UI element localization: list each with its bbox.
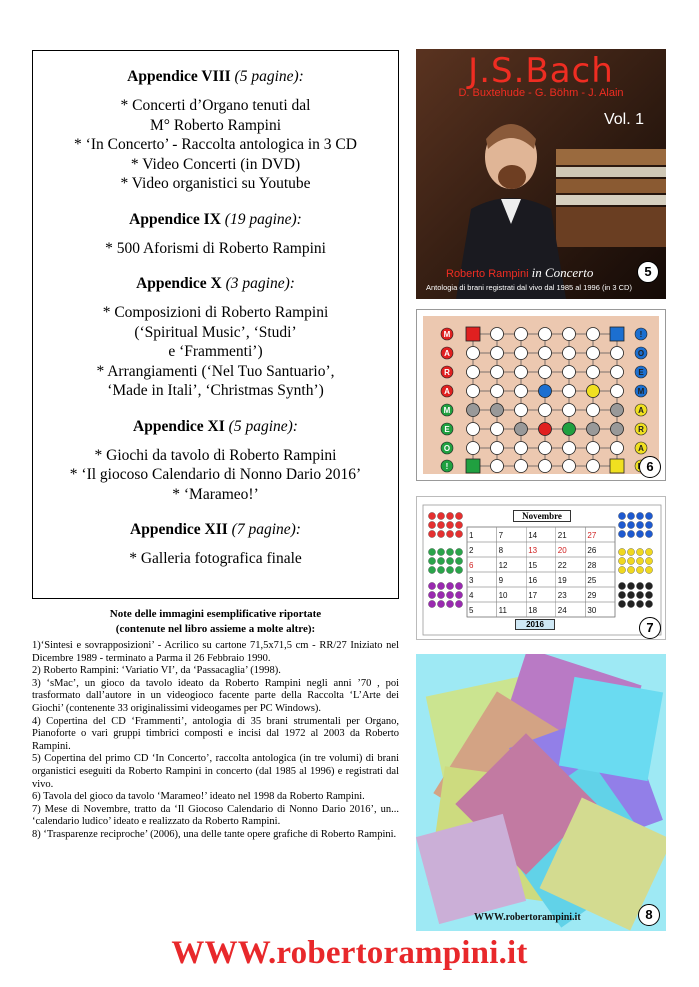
calendar-day: 10 [498,591,508,600]
board-letter: A [638,444,644,453]
appendix-pages: (19 pagine): [224,210,302,228]
appendix-pages: (7 pagine): [231,521,301,538]
board-circle [539,328,552,341]
appendix-line: * ‘In Concerto’ - Raccolta antologica in 3 CD [74,136,357,153]
board-letter: R [444,368,450,377]
calendar-token [627,530,634,537]
calendar-token [636,591,643,598]
board-circle [491,328,504,341]
calendar-token [428,582,435,589]
board-game-figure [416,309,666,481]
board-circle [515,347,528,360]
appendix-title: Appendice IX [129,210,221,228]
board-circle [491,460,504,473]
appendix-xi [33,417,398,505]
board-circle [587,460,600,473]
board-circle [563,347,576,360]
calendar-day: 17 [528,591,538,600]
board-circle [515,423,528,436]
note-item: 1)‘Sintesi e sovrapposizioni’ - Acrilico su cartone 71,5x71,5 cm - RR/27 Iniziato nel Dicembre 1989 - terminato a Parma il 26 Febbraio 1990. [32,640,399,664]
cd-series: in Concerto [531,265,594,280]
calendar-day: 22 [557,561,567,570]
calendar-token [428,591,435,598]
board-circle [563,442,576,455]
calendar-token [437,530,444,537]
calendar-token [437,582,444,589]
board-letter: M [443,330,451,339]
calendar-token [455,600,462,607]
board-circle [491,404,504,417]
calendar-token [636,530,643,537]
calendar-token [645,512,652,519]
board-circle [491,442,504,455]
calendar-token [627,557,634,564]
appendix-pages: (5 pagine): [228,417,298,435]
note-item: 3) ‘sMac’, un gioco da tavolo ideato da Roberto Rampini negli anni ’70 , poi trasformato dall’autore in un videogioco facente parte della Raccolta ‘L’Arte dei Giochi’ (contenente 33 originalissimi videogames per PC Windows). [32,677,399,714]
calendar-day: 5 [469,606,474,615]
figure-number-badge: 5 [637,261,659,283]
notes-list [32,640,399,842]
note-item: 6) Tavola del gioco da tavolo ‘Marameo!’ ideato nel 1998 da Roberto Rampini. [32,791,365,803]
calendar-day: 27 [587,531,597,540]
board-circle [467,404,480,417]
calendar-token [645,566,652,573]
calendar-token [428,566,435,573]
calendar-token [636,548,643,555]
calendar-day: 25 [587,576,597,585]
calendar-day: 9 [498,576,504,585]
board-circle [563,460,576,473]
note-item: 5) Copertina del primo CD ‘In Concerto’, raccolta antologica (in tre volumi) di brani organistici eseguiti da Roberto Rampini in concerto (dal 1985 al 1996) e registrati dal vivo. [32,753,399,790]
board-circle [515,366,528,379]
board-circle [491,385,504,398]
appendix-lines [33,549,398,569]
calendar-token [645,530,652,537]
board-circle [515,404,528,417]
board-circle [563,328,576,341]
appendix-title: Appendice X [136,275,222,292]
board-letter: A [444,349,450,358]
appendix-pages: (5 pagine): [234,68,304,85]
calendar-day: 21 [557,531,567,540]
board-circle [563,366,576,379]
game-board [423,316,659,474]
calendar-token [428,548,435,555]
calendar-token [446,582,453,589]
calendar-day: 26 [587,546,597,555]
notes-title-line: (contenute nel libro assieme a molte altre): [115,623,316,635]
calendar-token [645,557,652,564]
board-letter: O [637,349,645,358]
calendar-day: 19 [557,576,567,585]
appendix-line: e ‘Frammenti’) [168,343,263,360]
calendar-year: 2016 [515,619,555,630]
board-circle [467,442,480,455]
calendar-token [428,530,435,537]
board-circle [611,442,624,455]
calendar-token [636,600,643,607]
board-circle [563,423,576,436]
calendar-day: 29 [587,591,597,600]
calendar-token [618,591,625,598]
appendix-box [32,50,399,599]
cd-title: J.S.Bach [468,51,614,91]
calendar-token [636,566,643,573]
calendar-token [618,521,625,528]
appendix-line: (‘Spiritual Music’, ‘Studi’ [134,323,297,341]
board-letter: M [637,387,645,396]
cd-volume: Vol. 1 [603,111,644,128]
calendar-token [446,548,453,555]
calendar-token [645,521,652,528]
calendar-token [437,600,444,607]
calendar-token [618,512,625,519]
notes-title [32,607,399,637]
calendar-token [618,566,625,573]
calendar-token [455,566,462,573]
calendar-token [455,530,462,537]
calendar-token [645,582,652,589]
board-circle [467,423,480,436]
board-square [610,327,624,341]
board-square [466,327,480,341]
board-circle [467,347,480,360]
appendix-line: * Giochi da tavolo di Roberto Rampini [94,446,337,464]
calendar-day: 7 [498,531,504,540]
board-letter: O [443,444,451,453]
calendar-day: 11 [498,606,507,615]
board-circle [563,385,576,398]
calendar-token [645,600,652,607]
board-circle [611,347,624,360]
appendix-ix [33,210,398,259]
cd-subtitle: D. Buxtehude - G. Böhm - J. Alain [458,87,624,99]
appendix-pages: (3 pagine): [225,275,295,292]
calendar-token [428,600,435,607]
calendar-token [455,512,462,519]
board-square [610,459,624,473]
board-circle [539,404,552,417]
calendar-day: 14 [528,531,538,540]
calendar-token [437,548,444,555]
calendar-token [428,512,435,519]
calendar-token [618,530,625,537]
board-circle [539,442,552,455]
cd-artist-line [446,265,593,281]
calendar-token [455,548,462,555]
appendix-lines [33,96,398,194]
calendar-figure [416,496,666,640]
calendar-token [428,557,435,564]
board-circle [515,442,528,455]
appendix-heading [33,520,398,540]
board-circle [587,366,600,379]
calendar-token [446,557,453,564]
calendar-token [446,591,453,598]
calendar-token [627,512,634,519]
calendar-token [627,582,634,589]
board-circle [539,385,552,398]
appendix-line: * ‘Marameo!’ [172,485,259,503]
board-circle [611,366,624,379]
board-letter: A [444,387,450,396]
calendar-token [618,582,625,589]
board-letter: ! [639,330,643,339]
appendix-line: * 500 Aforismi di Roberto Rampini [105,239,326,257]
board-circle [515,328,528,341]
calendar-token [627,566,634,573]
calendar-token [627,600,634,607]
website-url[interactable]: WWW.robertorampini.it [171,935,528,971]
board-circle [467,366,480,379]
appendix-line: * Arrangiamenti (‘Nel Tuo Santuario’, [96,362,335,380]
calendar-token [636,521,643,528]
calendar-day: 30 [587,606,597,615]
calendar-token [437,512,444,519]
appendix-line: * Galleria fotografica finale [129,550,302,567]
calendar-token [437,521,444,528]
calendar-day: 3 [469,576,474,585]
calendar-token [636,512,643,519]
note-item: 2) Roberto Rampini: ‘Variatio VI’, da ‘Passacaglia’ (1998). [32,665,281,677]
board-circle [539,347,552,360]
calendar-day: 24 [557,606,567,615]
appendix-line: * Video organistici su Youtube [120,175,311,192]
note-item: 7) Mese di Novembre, tratto da ‘Il Giocoso Calendario di Nonno Dario 2016’, un... ‘calendario ludico’ ideato e realizzato da Roberto Rampini. [32,803,399,828]
calendar-token [627,521,634,528]
board-letter: ! [445,462,449,471]
calendar-token [455,582,462,589]
calendar-token [428,521,435,528]
board-letter: A [638,406,644,415]
note-item: 8) ‘Trasparenze reciproche’ (2006), una delle tante opere grafiche di Roberto Rampini. [32,828,397,840]
board-circle [491,366,504,379]
calendar-token [446,566,453,573]
board-circle [515,460,528,473]
board-circle [539,460,552,473]
calendar-token [437,557,444,564]
board-circle [491,423,504,436]
appendix-line: * Concerti d’Organo tenuti dal [120,97,311,114]
appendix-line: ‘Made in Itali’, ‘Christmas Synth’) [107,382,324,399]
appendix-heading [33,67,398,87]
calendar-day: 4 [469,591,474,600]
calendar-day: 16 [528,576,538,585]
calendar-token [455,521,462,528]
calendar-token [455,557,462,564]
appendix-heading [33,210,398,230]
calendar-day: 8 [498,546,504,555]
appendix-line: M° Roberto Rampini [149,116,282,134]
board-circle [563,404,576,417]
artwork-url: WWW.robertorampini.it [474,912,581,923]
transparencies-figure [416,654,666,931]
board-circle [587,442,600,455]
calendar-day: 6 [469,561,474,570]
transparencies-artwork [416,654,666,931]
calendar-token [636,557,643,564]
calendar-token [446,600,453,607]
calendar-token [618,548,625,555]
calendar-token [446,521,453,528]
figure-number-badge: 7 [639,617,661,639]
cd-cover-figure [416,49,666,299]
appendix-line: * Composizioni di Roberto Rampini [102,304,329,321]
calendar-day: 1 [469,531,474,540]
board-circle [611,404,624,417]
note-item: 4) Copertina del CD ‘Frammenti’, antologia di 35 brani strumentali per Organo, Pianoforte o vari gruppi timbrici composti e incisi dal 1972 al 2003 da Roberto Rampini. [32,715,399,752]
appendix-x [33,274,398,401]
calendar-day: 28 [587,561,597,570]
calendar-token [627,591,634,598]
board-circle [539,423,552,436]
appendix-viii [33,67,398,194]
calendar-token [446,530,453,537]
appendix-xii [33,520,398,569]
calendar-day: 20 [557,546,567,555]
calendar-token [618,600,625,607]
appendix-lines [33,446,398,505]
figure-number-badge: 6 [639,456,661,478]
board-letter: M [443,406,451,415]
calendar-token [636,582,643,589]
board-circle [587,328,600,341]
appendix-line: * ‘Il giocoso Calendario di Nonno Dario 2016’ [69,466,362,483]
calendar-token [446,512,453,519]
board-circle [539,366,552,379]
notes-title-line: Note delle immagini esemplificative riportate [109,608,322,620]
board-letter: E [444,425,450,434]
figure-number-badge: 8 [638,904,660,926]
board-circle [467,385,480,398]
board-circle [587,404,600,417]
calendar-day: 13 [528,546,538,555]
game-board-grid [423,316,659,474]
appendix-title: Appendice VIII [127,68,231,85]
calendar-day: 23 [557,591,567,600]
appendix-title: Appendice XII [130,521,228,538]
board-circle [587,423,600,436]
calendar-day: 2 [469,546,474,555]
calendar-token [437,591,444,598]
calendar-token [645,591,652,598]
calendar-token [618,557,625,564]
board-square [466,459,480,473]
appendix-lines [33,303,398,401]
calendar-token [437,566,444,573]
calendar-day: 15 [528,561,538,570]
board-circle [587,347,600,360]
board-letter: E [638,368,644,377]
board-letter: R [638,425,644,434]
board-circle [515,385,528,398]
appendix-line: * Video Concerti (in DVD) [130,155,301,173]
calendar-token [455,591,462,598]
calendar-token [627,548,634,555]
board-circle [611,423,624,436]
calendar-token [645,548,652,555]
appendix-lines [33,239,398,259]
board-circle [587,385,600,398]
appendix-title: Appendice XI [133,417,225,435]
cd-caption: Antologia di brani registrati dal vivo dal 1985 al 1996 (in 3 CD) [426,283,632,292]
calendar-day: 18 [528,606,538,615]
board-circle [611,385,624,398]
calendar-day: 12 [498,561,508,570]
calendar-month: Novembre [513,510,571,522]
board-circle [491,347,504,360]
cd-artist: Roberto Rampini [446,268,529,280]
appendix-heading [33,417,398,437]
appendix-heading [33,274,398,294]
